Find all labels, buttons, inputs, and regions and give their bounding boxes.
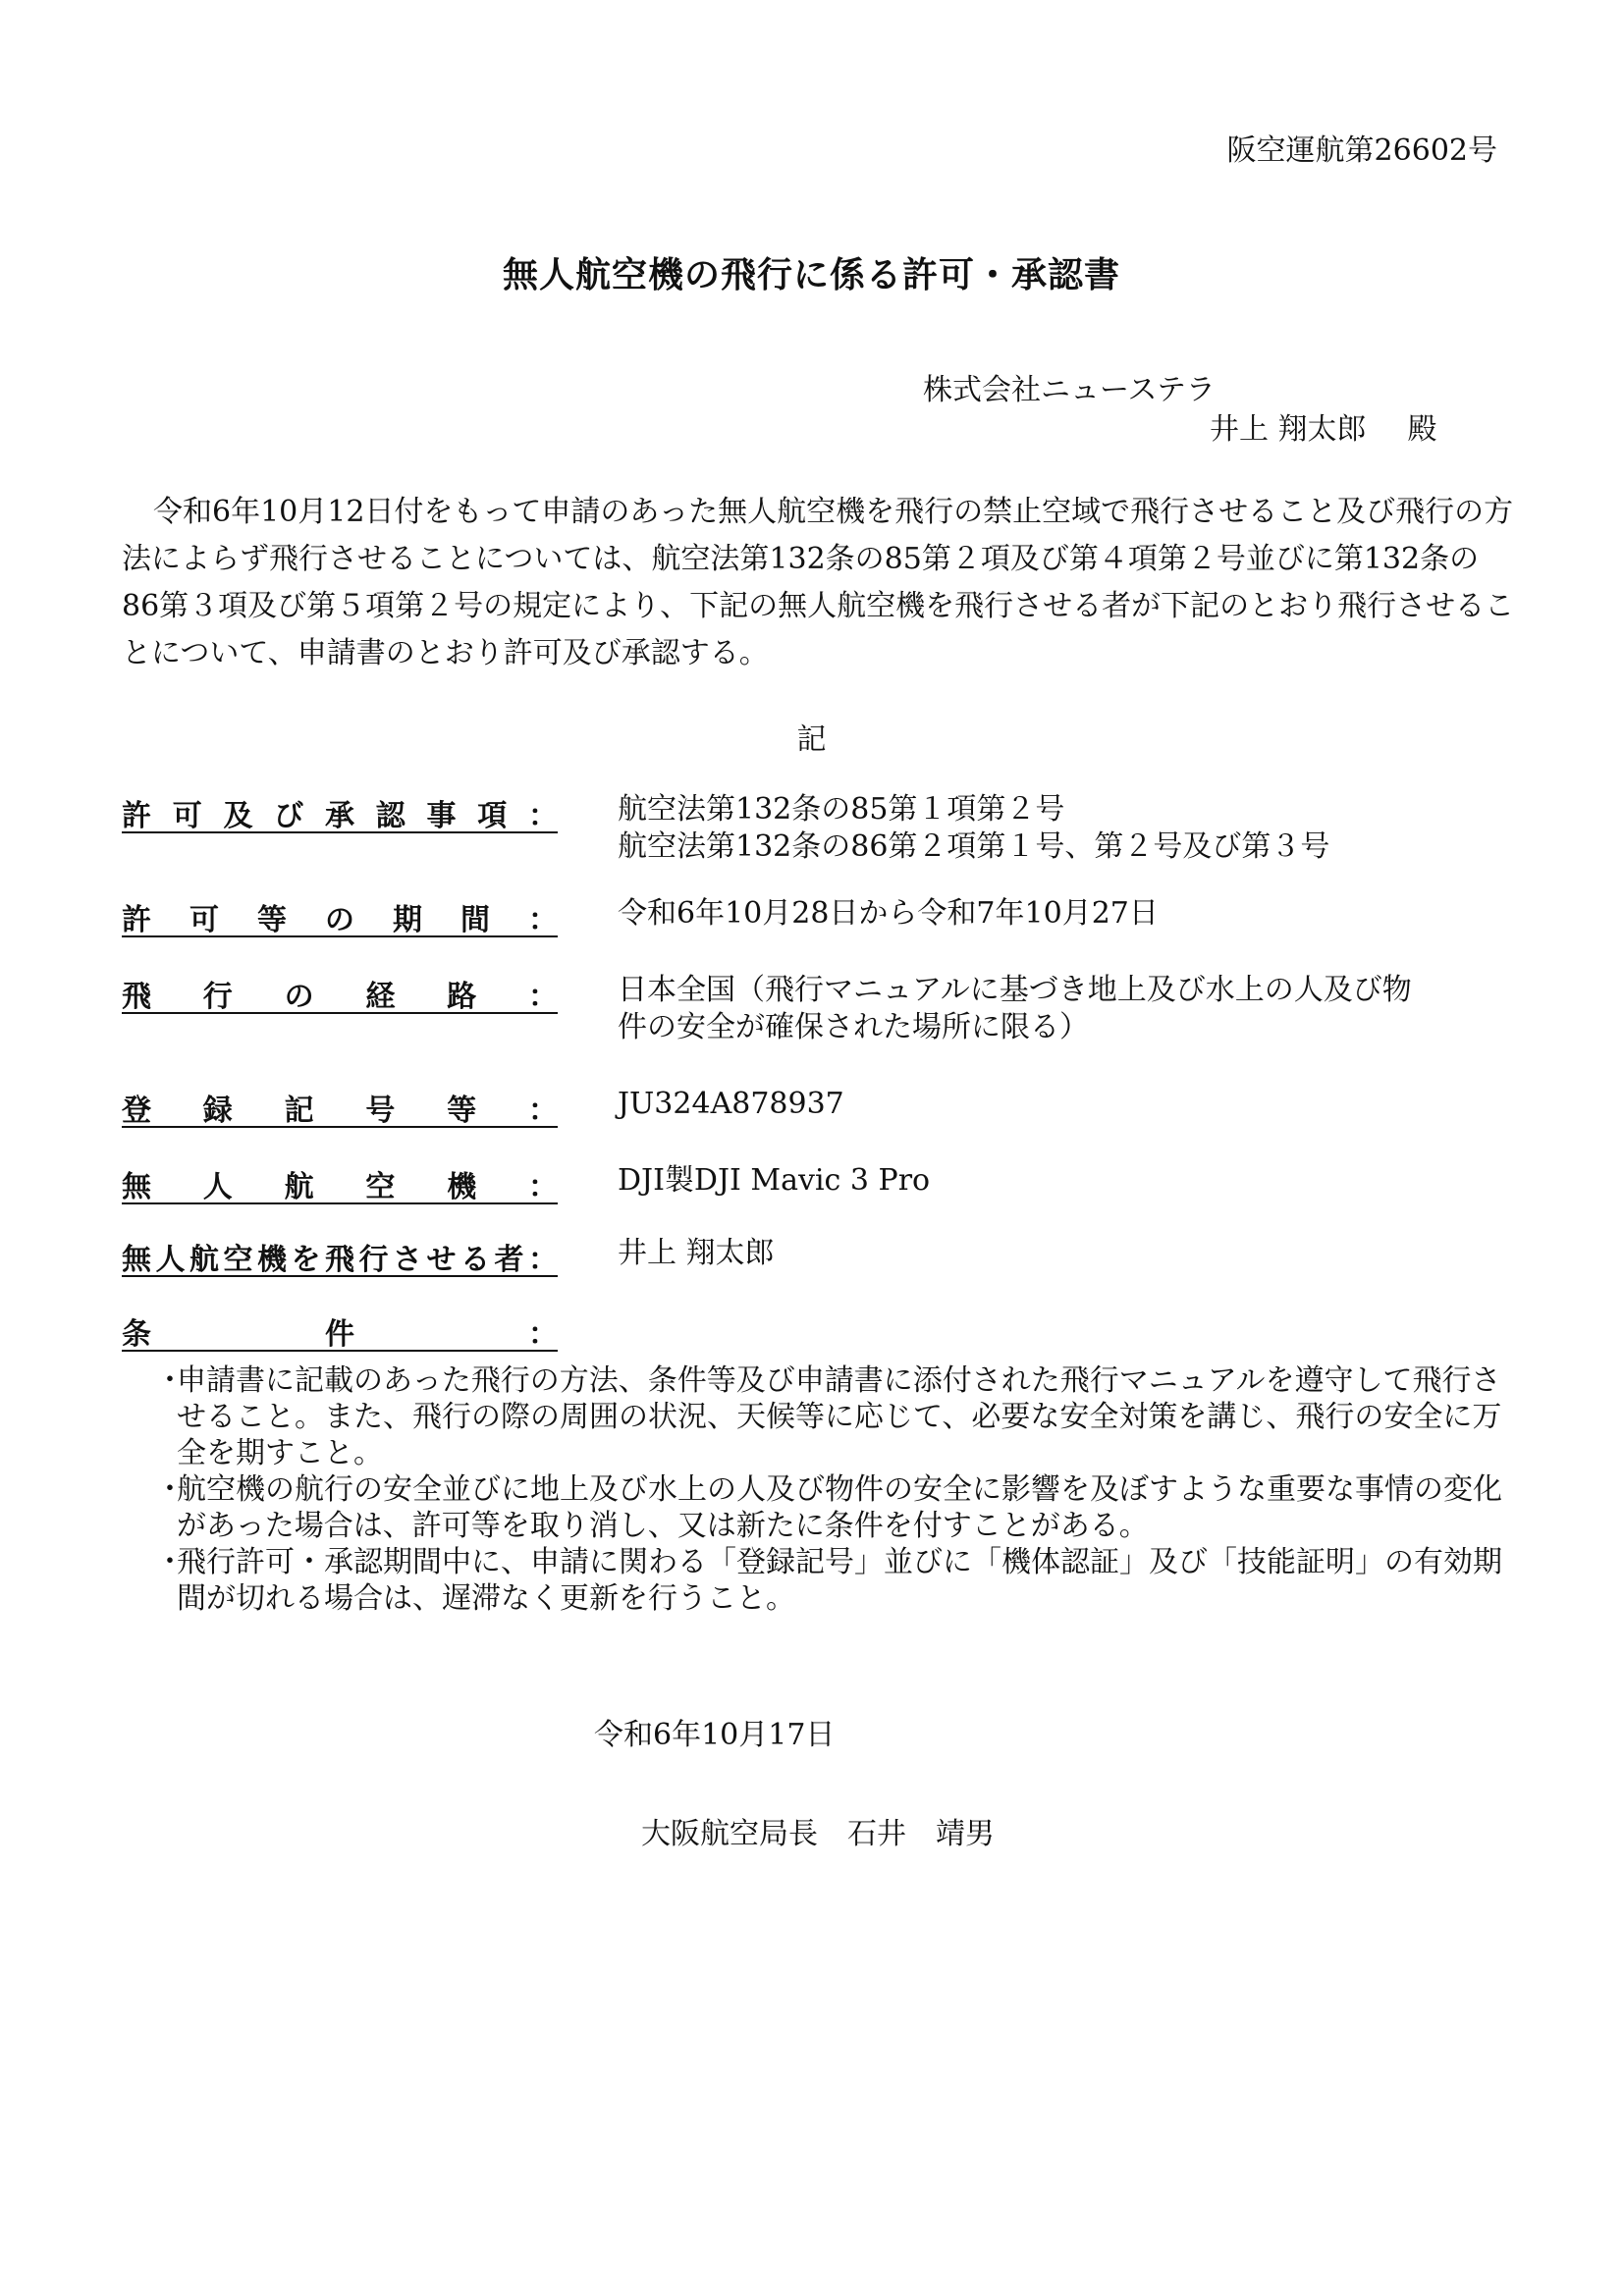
item-label: 条件：: [122, 1317, 558, 1352]
issuer: [641, 1809, 995, 1852]
recipient-name: 井上 翔太郎: [1210, 412, 1367, 447]
condition-item: [155, 1362, 1510, 1471]
document-number: 阪空運航第26602号: [1226, 133, 1497, 168]
item-value-line: JU324A878937: [618, 1087, 844, 1121]
item-value: [618, 1086, 1516, 1123]
issue-date: 令和6年10月17日: [594, 1718, 836, 1752]
item-value-line: 井上 翔太郎: [618, 1236, 775, 1270]
item-label: 登録記号等：: [122, 1094, 558, 1128]
recipient-person: [1210, 404, 1437, 448]
body-paragraph: 令和6年10月12日付をもって申請のあった無人航空機を飛行の禁止空域で飛行させること及び飛行の方法によらず飛行させることについては、航空法第132条の85第２項及び第４項第２号並びに第132条の86第３項及び第５項第２号の規定により、下記の無人航空機を飛行させる者が下記のとおり飛行させることについて、申請書のとおり許可及び承認する。: [122, 495, 1515, 670]
bullet: ・: [155, 1363, 185, 1398]
item-value-line: 航空法第132条の86第２項第１号、第２号及び第３号: [618, 829, 1330, 864]
item-value-line: 日本全国（飛行マニュアルに基づき地上及び水上の人及び物: [618, 973, 1412, 1007]
item-label: 許可等の期間：: [122, 903, 558, 937]
item-value: [618, 972, 1516, 1046]
document-title: 無人航空機の飛行に係る許可・承認書: [502, 254, 1120, 295]
bullet: ・: [155, 1545, 185, 1579]
conditions-list: [155, 1362, 1510, 1617]
condition-text: 航空機の航行の安全並びに地上及び水上の人及び物件の安全に影響を及ぼすような重要な事情の変化があった場合は、許可等を取り消し、又は新たに条件を付すことがある。: [177, 1472, 1502, 1543]
item-value: [618, 1235, 1516, 1272]
item-value-line: 令和6年10月28日から令和7年10月27日: [618, 896, 1159, 931]
item-label: 無人航空機を飛行させる者：: [122, 1243, 558, 1277]
item-value: [618, 1162, 1516, 1200]
condition-item: [155, 1471, 1510, 1544]
recipient-honorific: 殿: [1407, 412, 1437, 447]
item-value-line: DJI製DJI Mavic 3 Pro: [618, 1163, 931, 1198]
issuer-name: 石井 靖男: [847, 1817, 995, 1851]
item-value: [618, 895, 1516, 933]
recipient-company: 株式会社ニューステラ: [923, 373, 1216, 407]
ki-heading: 記: [796, 722, 827, 757]
condition-item: [155, 1544, 1510, 1617]
bullet: ・: [155, 1472, 185, 1507]
item-label: 飛行の経路：: [122, 980, 558, 1014]
condition-text: 飛行許可・承認期間中に、申請に関わる「登録記号」並びに「機体認証」及び「技能証明」の有効期間が切れる場合は、遅滞なく更新を行うこと。: [177, 1545, 1502, 1616]
item-label: 無人航空機：: [122, 1170, 558, 1204]
item-label: 許可及び承認事項：: [122, 799, 558, 833]
item-value-line: 件の安全が確保された場所に限る）: [618, 1010, 1089, 1044]
condition-text: 申請書に記載のあった飛行の方法、条件等及び申請書に添付された飛行マニュアルを遵守して飛行させること。また、飛行の際の周囲の状況、天候等に応じて、必要な安全対策を講じ、飛行の安全に万全を期すこと。: [177, 1363, 1502, 1470]
item-value-line: 航空法第132条の85第１項第２号: [618, 792, 1065, 827]
issuer-title: 大阪航空局長: [641, 1817, 818, 1851]
item-value: [618, 791, 1516, 866]
